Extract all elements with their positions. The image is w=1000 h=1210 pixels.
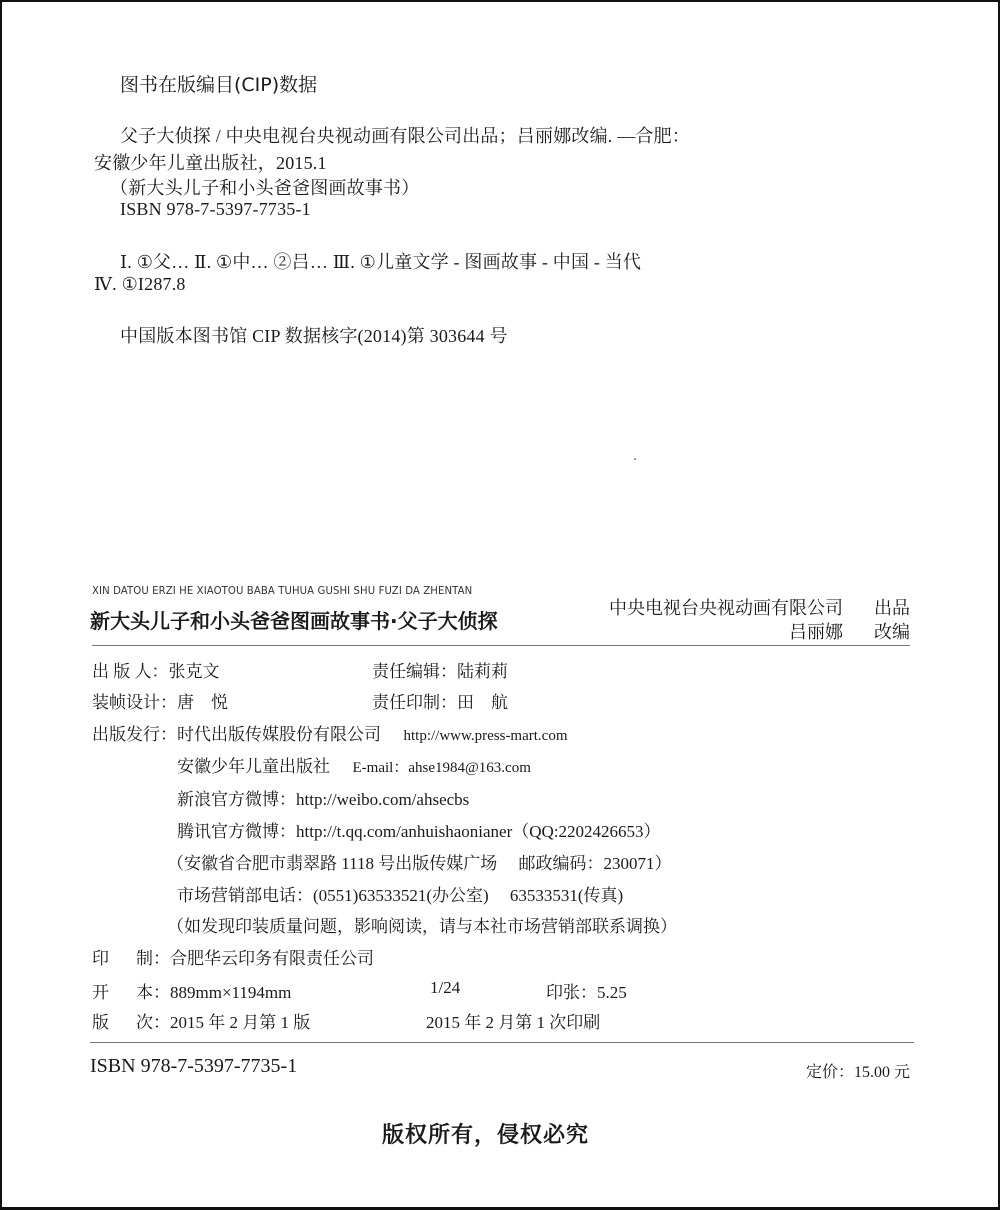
publisher-person-row	[92, 657, 220, 682]
distribution-label: 出版发行：	[92, 725, 177, 744]
format-label-1: 开	[92, 983, 109, 1002]
marketing-phone: 市场营销部电话：(0551)63533521(办公室) 63533531(传真)	[177, 886, 624, 905]
publisher-row	[177, 752, 531, 777]
designer: 唐 悦	[177, 693, 228, 712]
format-label-2: 本：	[136, 983, 170, 1002]
designer-row	[92, 688, 228, 713]
designer-label: 装帧设计：	[92, 693, 177, 712]
distribution: 时代出版传媒股份有限公司	[177, 725, 381, 744]
divider-top	[92, 645, 910, 646]
cip-heading: 图书在版编目(CIP)数据	[120, 74, 318, 96]
print-sheets: 印张：5.25	[546, 983, 627, 1002]
address: （安徽省合肥市翡翠路 1118 号出版传媒广场 邮政编码：230071）	[167, 854, 672, 873]
responsible-editor: 陆莉莉	[457, 662, 508, 681]
format-fraction: 1/24	[430, 978, 461, 997]
cip-classification-1: Ⅰ. ①父… Ⅱ. ①中… ②吕… Ⅲ. ①儿童文学 - 图画故事 - 中国 - 当代	[120, 252, 642, 272]
sina-weibo[interactable]: 新浪官方微博：http://weibo.com/ahsecbs	[177, 790, 470, 809]
series-title: 新大头儿子和小头爸爸图画故事书·父子大侦探	[90, 609, 498, 633]
producer-line	[609, 594, 910, 620]
editor-name: 吕丽娜	[789, 622, 843, 642]
quality-notice: （如发现印装质量问题，影响阅读，请与本社市场营销部联系调换）	[167, 917, 677, 936]
publisher-name: 安徽少年儿童出版社	[177, 757, 330, 776]
responsible-printing-label: 责任印制：	[372, 693, 457, 712]
publisher-person-label: 出 版 人：	[92, 662, 169, 681]
responsible-printing-row	[372, 688, 508, 713]
price: 定价：15.00 元	[805, 1064, 910, 1081]
editor-line	[789, 618, 910, 644]
copyright-notice: 版权所有，侵权必究	[382, 1123, 590, 1148]
printer: 合肥华云印务有限责任公司	[170, 949, 374, 968]
cip-line-isbn: ISBN 978-7-5397-7735-1	[120, 199, 311, 219]
printer-row	[136, 944, 374, 969]
distribution-row	[92, 720, 568, 745]
scan-speck	[634, 458, 636, 460]
format: 889mm×1194mm	[170, 983, 292, 1002]
divider-bottom	[90, 1042, 914, 1043]
cip-line-series: （新大头儿子和小头爸爸图画故事书）	[110, 178, 420, 198]
edition-label-1: 版	[92, 1013, 109, 1032]
publisher-email[interactable]: E-mail：ahse1984@163.com	[352, 760, 531, 776]
producer-role: 出品	[874, 598, 910, 618]
format-row	[136, 978, 291, 1003]
responsible-editor-label: 责任编辑：	[372, 662, 457, 681]
isbn: ISBN 978-7-5397-7735-1	[90, 1055, 298, 1077]
printing: 2015 年 2 月第 1 次印刷	[426, 1013, 601, 1032]
editor-role: 改编	[874, 622, 910, 642]
pinyin-title: XIN DATOU ERZI HE XIAOTOU BABA TUHUA GUSHI SHU FUZI DA ZHENTAN	[92, 584, 473, 597]
edition: 2015 年 2 月第 1 版	[170, 1013, 311, 1032]
tencent-weibo[interactable]: 腾讯官方微博：http://t.qq.com/anhuishaonianer（QQ:2202426653）	[177, 822, 661, 841]
printer-label-1: 印	[92, 949, 109, 968]
cip-classification-2: Ⅳ. ①I287.8	[94, 274, 186, 294]
printer-label-2: 制：	[136, 949, 170, 968]
producer-name: 中央电视台央视动画有限公司	[609, 598, 843, 618]
distribution-url[interactable]: http://www.press-mart.com	[403, 728, 568, 744]
edition-label-2: 次：	[136, 1013, 170, 1032]
responsible-editor-row	[372, 657, 508, 682]
cip-line-publisher: 安徽少年儿童出版社，2015.1	[94, 153, 327, 173]
cip-line-title: 父子大侦探 / 中央电视台央视动画有限公司出品；吕丽娜改编. —合肥：	[120, 126, 690, 146]
edition-row	[136, 1008, 310, 1033]
responsible-printing: 田 航	[457, 693, 508, 712]
publisher-person: 张克文	[168, 662, 220, 681]
cip-verification: 中国版本图书馆 CIP 数据核字(2014)第 303644 号	[120, 326, 508, 346]
